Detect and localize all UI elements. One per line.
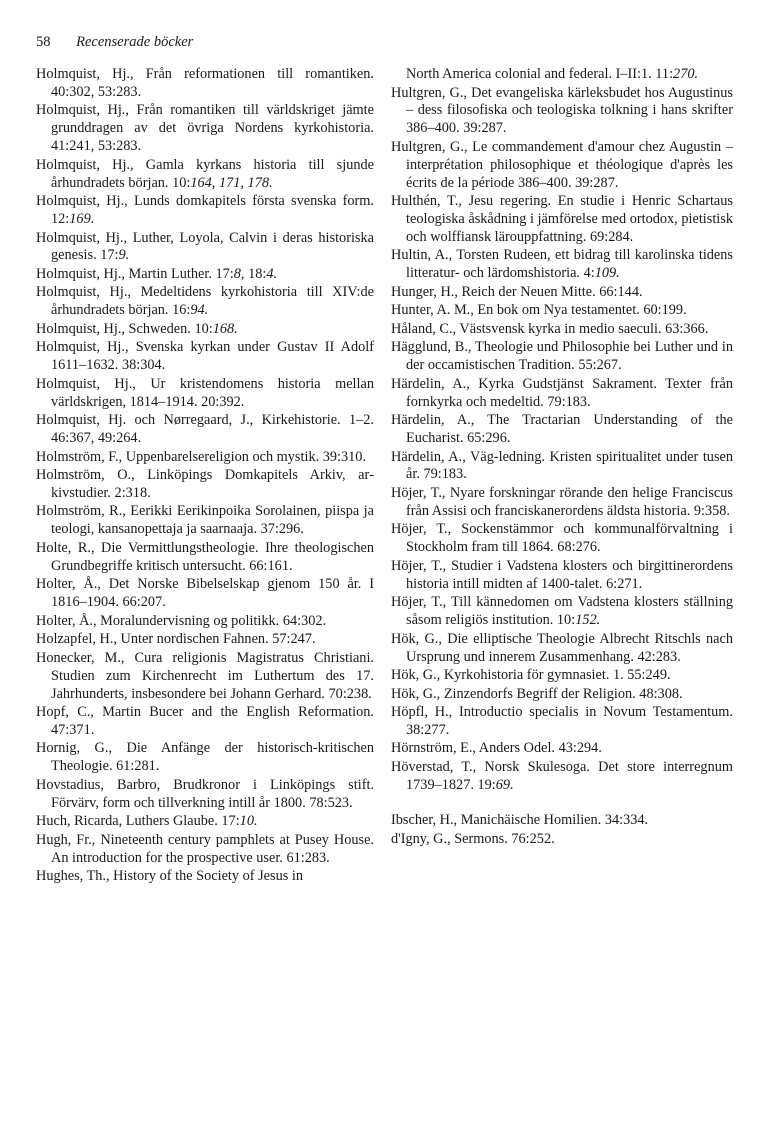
entry-text: Höverstad, T., Norsk Skulesoga. Det store interregnum 1739–1827. 19: [391,758,733,793]
entry-text: Hulthén, T., Jesu regering. En studie i Henric Schartaus teologiska åskådning i jämförelse med ortodox, pietistisk och wolffiansk lärouppfattning. 69:284. [391,193,733,245]
index-entry [391,302,733,320]
entry-page-ref-italic: 169. [69,211,95,228]
entry-text: Holmquist, Hj., Från reformationen till romantiken. 40:302, 53:283. [36,66,374,100]
entry-text: Höjer, T., Sockenstämmor och kommunalförvaltning i Stockholm fram till 1864. 68:276. [391,521,733,556]
index-entry [36,449,374,467]
index-entry [391,594,733,630]
entry-text: Hök, G., Zinzendorfs Begriff der Religion. 48:308. [391,685,683,702]
entry-text: Holmquist, Hj., Medeltidens kyrkohistoria till XIV:de århundradets början. 16: [36,284,374,319]
index-entry [36,740,374,776]
index-entry [391,759,733,795]
entry-text: Holmström, O., Linköpings Domkapitels Arkiv, arkivstudier. 2:318. [36,467,374,501]
entry-text: Hughes, Th., History of the Society of Jesus in [36,868,303,885]
entry-page-ref-italic: 164, 171, 178. [190,174,273,191]
entry-text: Holmquist, Hj., Från romantiken till världskriget jämte grunddragen av det övriga Nordens kyrkohistoria. 41:241, 53:283. [36,102,374,155]
index-entry [36,704,374,740]
index-entry [36,102,374,156]
entry-page-ref-italic: 94. [190,302,209,319]
entry-text: Härdelin, A., Kyrka Gudstjänst Sakrament. Texter från fornkyrka och medeltid. 79:183. [391,375,733,410]
index-entry [391,193,733,247]
index-entry [391,704,733,740]
index-entry [391,686,733,704]
index-entry [391,831,733,849]
entry-text: Hornig, G., Die Anfänge der historisch-kritischen Theologie. 61:281. [36,740,374,775]
index-entry [36,503,374,539]
entry-text: d'Igny, G., Sermons. 76:252. [391,830,555,847]
entry-text: Holmquist, Hj., Ur kristendomens historia mellan världskrigen, 1814–1914. 20:392. [36,375,374,410]
index-entry [391,521,733,557]
entry-text: Hultin, A., Torsten Rudeen, ett bidrag till karolinska tidens litteratur- och lärdomshistoria. 4: [391,247,733,282]
index-entry [36,266,374,284]
entry-text: Hultgren, G., Le commandement d'amour chez Augustin – interprétation philosophique et théologique d'après les écrits de la période 386–400. 39:287. [391,138,733,191]
entry-text: Hök, G., Die elliptische Theologie Albrecht Ritschls nach Ursprung und innerem Zusammenhang. 42:283. [391,630,733,665]
entry-text: Holmquist, Hj., Gamla kyrkans historia till sjunde århundradets början. 10: [36,156,374,191]
entry-text: Höjer, T., Till kännedomen om Vadstena klosters ställning såsom religiös institution. 10: [391,594,733,629]
entry-page-ref-italic: 109. [594,265,620,282]
index-entry [391,66,733,84]
running-title: Recenserade böcker [76,34,194,50]
entry-text: Holter, Å., Moralundervisning og politikk. 64:302. [36,612,327,629]
index-entry [391,485,733,521]
index-entry [391,376,733,412]
index-entry [391,85,733,139]
page-number: 58 [36,34,51,50]
index-entry [36,193,374,229]
entry-text: Holmström, F., Uppenbarelsereligion och mystik. 39:310. [36,448,367,465]
entry-page-ref-italic: 10. [239,813,258,830]
entry-text: Honecker, M., Cura religionis Magistratus Christiani. Studien zum Kirchenrecht im Luthertum des 17. Jahrhunderts, insbesondere bei Johann Gerhard. 70:238. [36,649,374,702]
index-entry [36,157,374,193]
entry-text: Hörnström, E., Anders Odel. 43:294. [391,740,602,757]
index-entry [391,321,733,339]
entry-page-ref-italic: 270. [673,66,699,82]
index-entry [391,449,733,485]
entry-text: Hök, G., Kyrkohistoria för gymnasiet. 1. 55:249. [391,667,671,683]
index-entry [36,813,374,831]
entry-page-ref-italic: 4. [266,265,278,282]
entry-text: Håland, C., Västsvensk kyrka in medio saeculi. 63:366. [391,320,709,337]
entry-text: Härdelin, A., The Tractarian Understanding of the Eucharist. 65:296. [391,412,733,447]
left-column [36,66,374,887]
entry-page-ref-italic: 8, [233,265,245,282]
entry-text: Hugh, Fr., Nineteenth century pamphlets at Pusey House. An introduction for the prospective user. 61:283. [36,831,374,866]
entry-text: Hovstadius, Barbro, Brudkronor i Linköpings stift. Förvärv, form och tillverkning intill år 1800. 78:523. [36,776,374,811]
entry-page-ref-italic: 9. [118,247,130,264]
entry-page-ref-italic: 69. [495,776,514,793]
entry-text: Holmström, R., Eerikki Eerikinpoika Sorolainen, piispa ja teologi, kansanopettaja ja saarnaaja. 37:296. [36,503,374,538]
entry-text: Hultgren, G., Det evangeliska kärleksbudet hos Augustinus – dess filosofiska och teologiska tolkning i hans skrifter 386–400. 39:287. [391,84,733,137]
index-entry [36,66,374,102]
index-entry [391,284,733,302]
index-entry [36,321,374,339]
entry-text: Hunger, H., Reich der Neuen Mitte. 66:144. [391,283,643,300]
entry-text: Höjer, T., Nyare forskningar rörande den helige Franciscus från Assisi och franciskanerordens äldsta historia. 9:358. [391,484,733,519]
index-entry [391,412,733,448]
index-entry [36,230,374,266]
index-entry [36,832,374,868]
entry-text: Höpfl, H., Introductio specialis in Novum Testamentum. 38:277. [391,704,733,738]
index-entry [36,777,374,813]
index-entry [36,868,374,886]
index-entry [36,576,374,612]
index-entry [391,139,733,193]
entry-text: Hunter, A. M., En bok om Nya testamentet. 60:199. [391,302,687,319]
page-header [36,34,193,51]
index-entry [391,740,733,758]
entry-text: Holmquist, Hj., Schweden. 10: [36,320,213,337]
entry-text-after: 18: [244,265,267,282]
entry-text: Holmquist, Hj., Martin Luther. 17: [36,265,234,282]
index-entry [36,412,374,448]
index-entry [36,650,374,704]
entry-text: Holzapfel, H., Unter nordischen Fahnen. 57:247. [36,631,316,648]
right-column [391,66,733,849]
entry-text: Holmquist, Hj., Luther, Loyola, Calvin i deras historiska genesis. 17: [36,229,374,264]
entry-text: Holmquist, Hj. och Nørregaard, J., Kirkehistorie. 1–2. 46:367, 49:264. [36,412,374,447]
entry-text: Hopf, C., Martin Bucer and the English Reformation. 47:371. [36,704,374,738]
index-entry [36,376,374,412]
index-entry [36,467,374,503]
index-entry [391,247,733,283]
entry-text: Ibscher, H., Manichäische Homilien. 34:334. [391,812,649,829]
index-entry [36,339,374,375]
entry-text: Holte, R., Die Vermittlungstheologie. Ihre theologischen Grundbegriffe kritisch untersucht. 66:161. [36,539,374,574]
index-entry [391,558,733,594]
entry-text: Härdelin, A., Väg-ledning. Kristen spiritualitet under tusen år. 79:183. [391,448,733,483]
index-entry [36,284,374,320]
index-entry [36,613,374,631]
entry-text: Holmquist, Hj., Svenska kyrkan under Gustav II Adolf 1611–1632. 38:304. [36,339,374,374]
entry-page-ref-italic: 152. [575,612,601,629]
entry-page-ref-italic: 168. [212,320,238,337]
entry-text: Holter, Å., Det Norske Bibelselskap gjenom 150 år. I 1816–1904. 66:207. [36,576,374,611]
entry-text: Höjer, T., Studier i Vadstena klosters och birgittinerordens historia intill midten af 1400-talet. 6:271. [391,557,733,592]
index-entry [391,812,733,830]
entry-text: Hägglund, B., Theologie und Philosophie bei Luther und in der occamistischen Tradition. 55:267. [391,339,733,374]
entry-text: Holmquist, Hj., Lunds domkapitels första svenska form. 12: [36,193,374,228]
index-entry [391,631,733,667]
entry-text: North America colonial and federal. I–II:1. 11: [406,66,674,82]
section-gap [391,795,733,812]
index-entry [36,540,374,576]
index-entry [391,339,733,375]
index-entry [36,631,374,649]
entry-text: Huch, Ricarda, Luthers Glaube. 17: [36,813,240,830]
index-entry [391,667,733,685]
